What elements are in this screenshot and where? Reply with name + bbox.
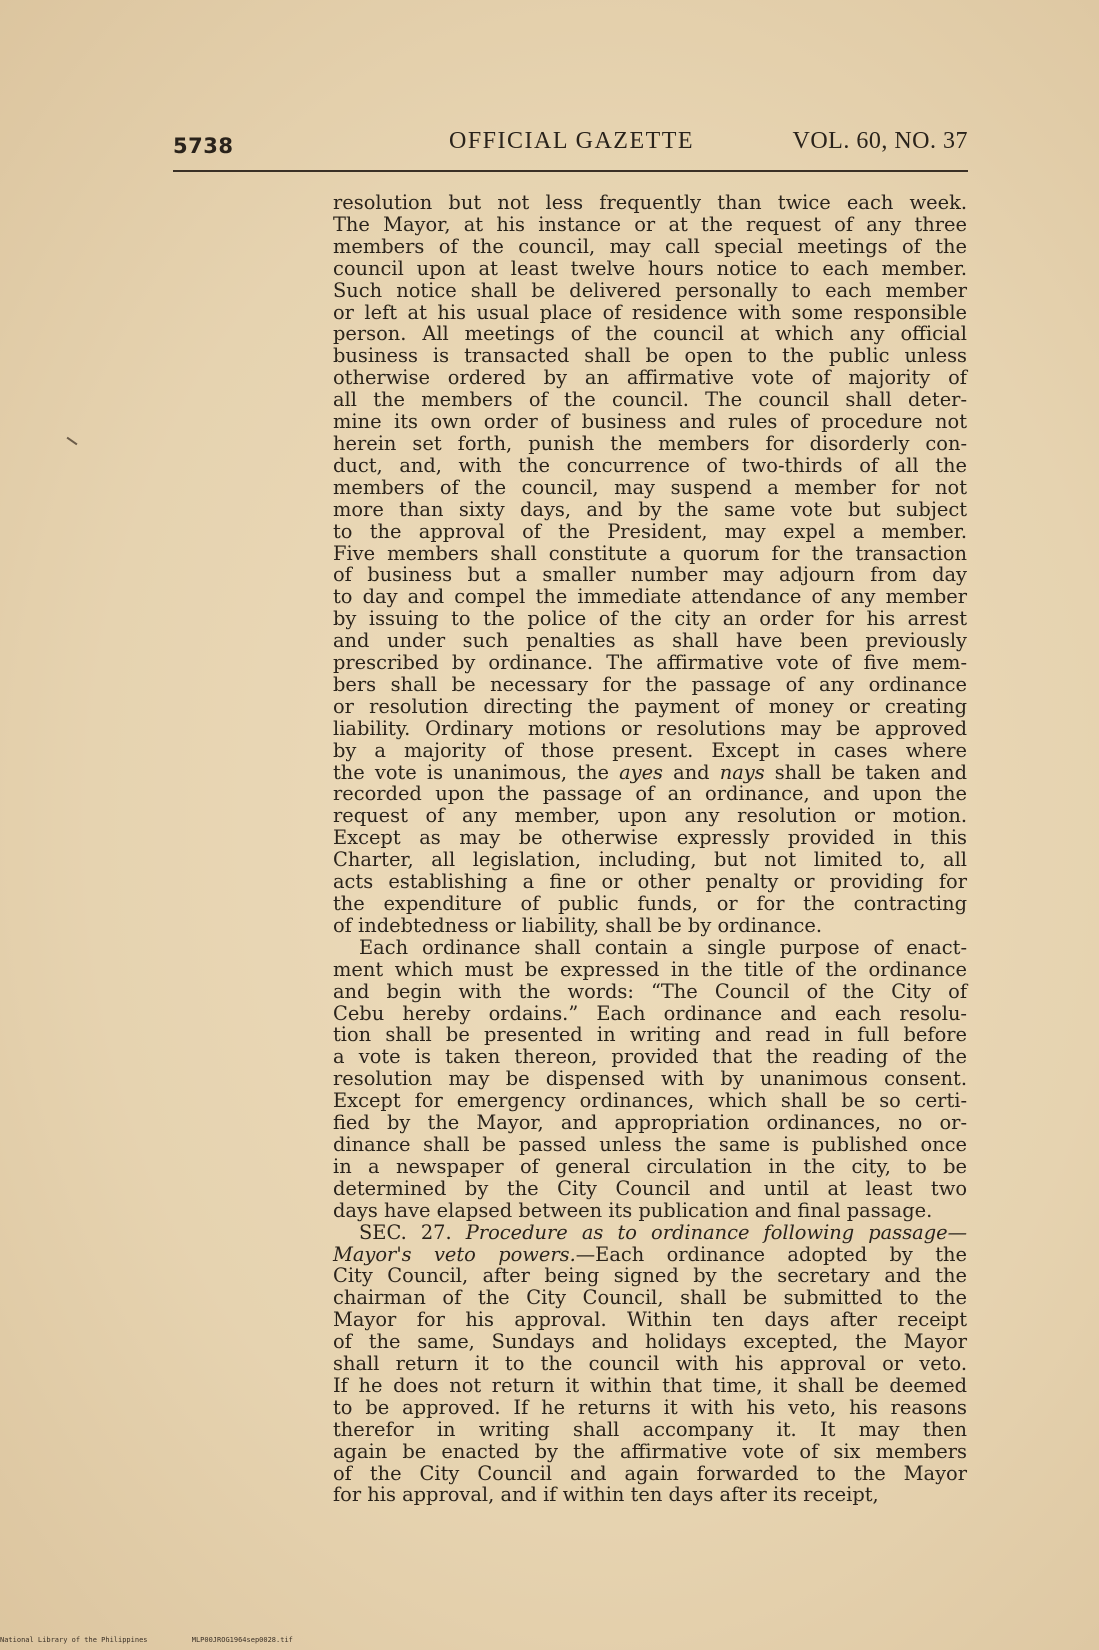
text-line: determined by the City Council and until at least two <box>333 1176 967 1200</box>
text-line: acts establishing a fine or other penalty or providing for <box>333 870 967 894</box>
body-text <box>333 192 967 1506</box>
text-line: fied by the Mayor, and appropriation ordinances, no or- <box>333 1111 967 1135</box>
text-line: request of any member, upon any resolution or motion. <box>333 804 967 828</box>
text-line: herein set forth, punish the members for disorderly con- <box>333 431 967 455</box>
text-line: of the City Council and again forwarded to the Mayor <box>333 1461 967 1485</box>
text-line: Except as may be otherwise expressly provided in this <box>333 826 967 850</box>
text-line: for his approval, and if within ten days after its receipt, <box>333 1483 879 1507</box>
text-line: or left at his usual place of residence with some responsible <box>333 300 967 324</box>
text-line: and under such penalties as shall have been previously <box>333 629 967 653</box>
text-line: of business but a smaller number may adjourn from day <box>333 563 967 587</box>
text-line: resolution but not less frequently than twice each week. <box>333 191 967 214</box>
text-line: Such notice shall be delivered personally to each member <box>333 278 967 302</box>
text-line: by issuing to the police of the city an order for his arrest <box>333 607 967 631</box>
footer-library: National Library of the Philippines <box>0 1636 148 1644</box>
footer-file: MLP00JROG1964sep0028.tif <box>191 1636 293 1644</box>
text-line: council upon at least twelve hours notice to each member. <box>333 256 967 280</box>
text-line: shall return it to the council with his approval or veto. <box>333 1352 967 1376</box>
text-line: therefor in writing shall accompany it. It may then <box>333 1417 967 1441</box>
page-number: 5738 <box>173 134 234 158</box>
text-line: the vote is unanimous, the ayes and nays shall be taken and <box>333 760 967 784</box>
text-line: ment which must be expressed in the title of the ordinance <box>333 957 967 981</box>
text-line: a vote is taken thereon, provided that the reading of the <box>333 1045 967 1069</box>
text-line: otherwise ordered by an affirmative vote of majority of <box>333 366 967 390</box>
text-line: again be enacted by the affirmative vote of six members <box>333 1439 967 1463</box>
text-line: members of the council, may call special meetings of the <box>333 234 967 258</box>
text-line: or resolution directing the payment of money or creating <box>333 694 967 718</box>
running-header <box>173 128 968 162</box>
margin-mark <box>67 437 78 446</box>
volume-number: VOL. 60, NO. 37 <box>792 128 968 154</box>
text-line: The Mayor, at his instance or at the request of any three <box>333 212 967 236</box>
text-line: Cebu hereby ordains.” Each ordinance and each resolu- <box>333 1001 967 1025</box>
text-line: members of the council, may suspend a member for not <box>333 475 967 499</box>
text-line: If he does not return it within that time, it shall be deemed <box>333 1373 967 1397</box>
text-line: recorded upon the passage of an ordinance, and upon the <box>333 782 967 806</box>
text-line: business is transacted shall be open to the public unless <box>333 344 967 368</box>
text-line: Except for emergency ordinances, which shall be so certi- <box>333 1089 967 1113</box>
text-line: more than sixty days, and by the same vote but subject <box>333 497 967 521</box>
text-line: City Council, after being signed by the secretary and the <box>333 1264 967 1288</box>
text-line: of the same, Sundays and holidays excepted, the Mayor <box>333 1330 967 1354</box>
text-line: resolution may be dispensed with by unanimous consent. <box>333 1067 967 1091</box>
text-line: dinance shall be passed unless the same is published once <box>333 1132 967 1156</box>
text-line: person. All meetings of the council at which any official <box>333 322 967 346</box>
text-line: and begin with the words: “The Council of the City of <box>333 979 967 1003</box>
text-line: mine its own order of business and rules of procedure not <box>333 410 967 434</box>
text-line: Each ordinance shall contain a single purpose of enact- <box>359 935 967 959</box>
text-line: tion shall be presented in writing and read in full before <box>333 1023 967 1047</box>
text-line: to day and compel the immediate attendance of any member <box>333 585 967 609</box>
text-line: to the approval of the President, may expel a member. <box>333 519 967 543</box>
text-line: in a newspaper of general circulation in the city, to be <box>333 1154 967 1178</box>
text-line: bers shall be necessary for the passage of any ordinance <box>333 672 967 696</box>
scan-footer <box>0 1636 600 1644</box>
text-line: Mayor's veto powers.—Each ordinance adopted by the <box>333 1242 967 1266</box>
text-line: Charter, all legislation, including, but not limited to, all <box>333 848 967 872</box>
text-line: duct, and, with the concurrence of two-thirds of all the <box>333 453 967 477</box>
text-line: the expenditure of public funds, or for the contracting <box>333 892 967 915</box>
text-line: Mayor for his approval. Within ten days after receipt <box>333 1308 967 1332</box>
text-line: liability. Ordinary motions or resolutions may be approved <box>333 716 967 740</box>
text-line: to be approved. If he returns it with his veto, his reasons <box>333 1395 967 1419</box>
publication-title: OFFICIAL GAZETTE <box>449 128 695 154</box>
text-line: Five members shall constitute a quorum for the transaction <box>333 541 967 565</box>
header-rule <box>173 170 968 172</box>
text-line: days have elapsed between its publication and final passage. <box>333 1198 933 1222</box>
text-line: prescribed by ordinance. The affirmative vote of five mem- <box>333 651 967 675</box>
text-line: of indebtedness or liability, shall be by ordinance. <box>333 913 823 937</box>
text-line: all the members of the council. The council shall deter- <box>333 388 967 412</box>
text-line: chairman of the City Council, shall be submitted to the <box>333 1286 967 1310</box>
text-line: by a majority of those present. Except in cases where <box>333 738 967 762</box>
text-line: SEC. 27. Procedure as to ordinance following passage— <box>359 1220 967 1244</box>
